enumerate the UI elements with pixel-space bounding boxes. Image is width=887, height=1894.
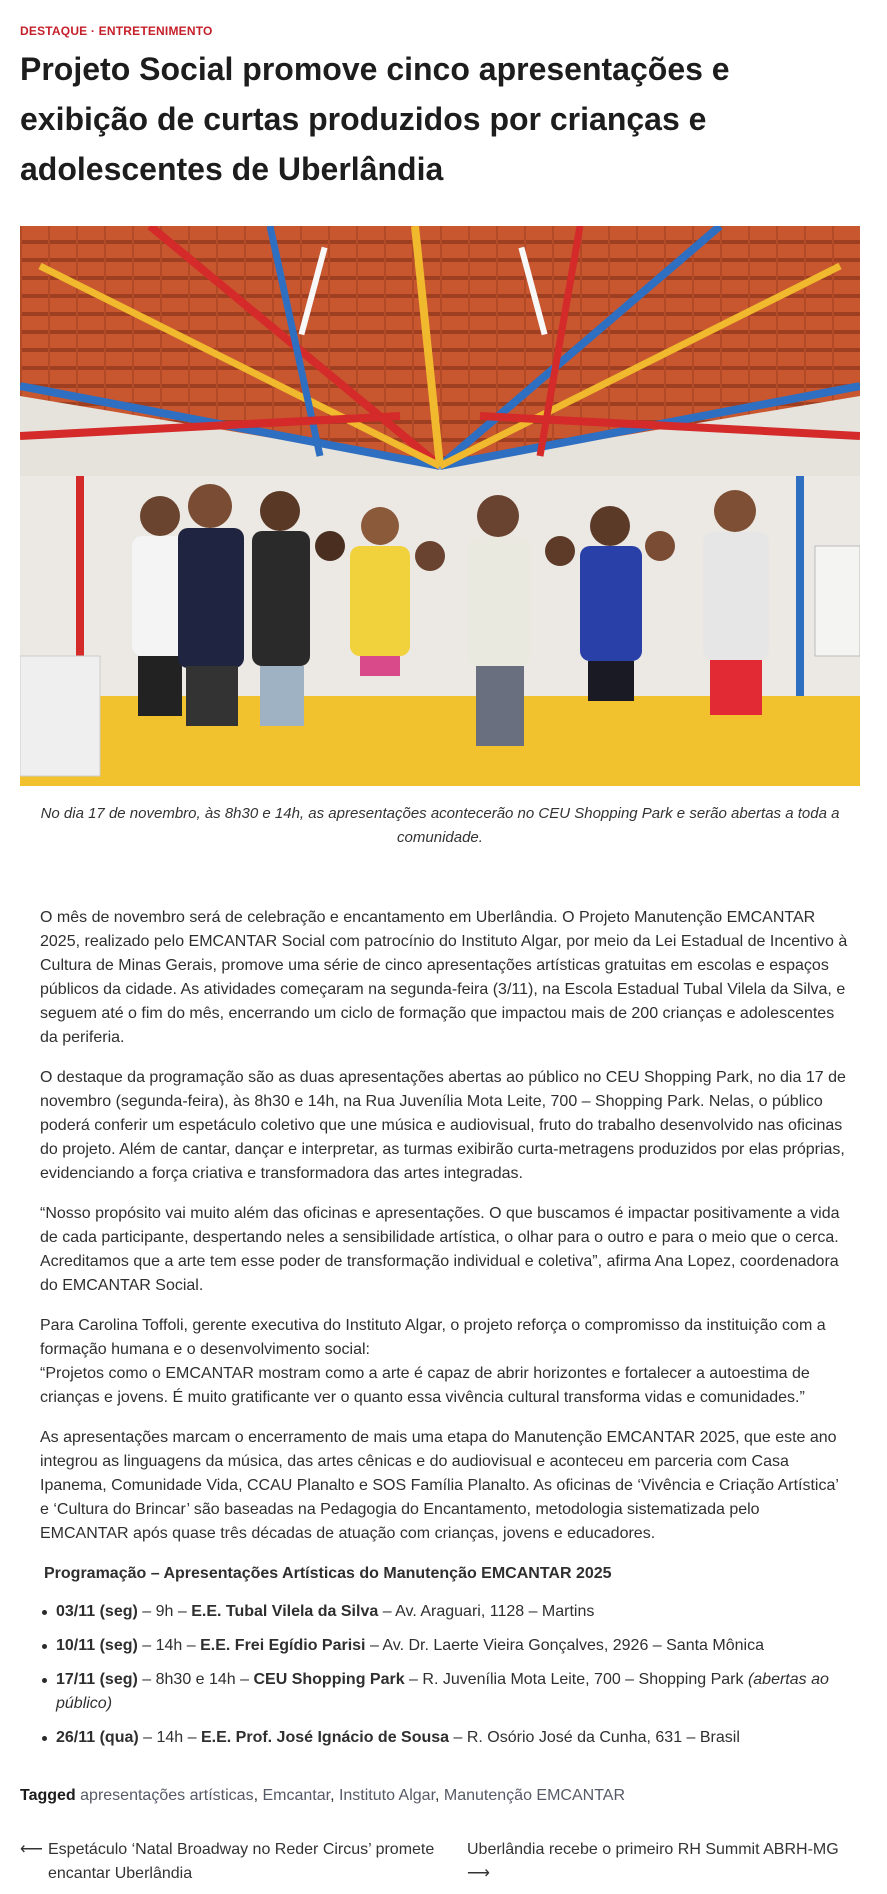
program-venue: E.E. Tubal Vilela da Silva: [191, 1603, 379, 1620]
tag-link[interactable]: Manutenção EMCANTAR: [443, 1787, 626, 1804]
next-post-title: Uberlândia recebe o primeiro RH Summit ABRH-MG: [467, 1841, 839, 1858]
paragraph-intro: Para Carolina Toffoli, gerente executiva do Instituto Algar, o projeto reforça o compromisso da instituição com a formação humana e o desenvolvimento social:: [40, 1317, 826, 1358]
program-list: [40, 1600, 850, 1750]
program-date: 10/11 (seg): [56, 1637, 138, 1654]
arrow-left-icon: ⟵: [20, 1841, 43, 1858]
arrow-right-icon: ⟶: [467, 1865, 490, 1882]
tag-link[interactable]: Emcantar: [262, 1787, 331, 1804]
program-address: – Av. Araguari, 1128 – Martins: [378, 1603, 595, 1620]
program-heading: Programação – Apresentações Artísticas do Manutenção EMCANTAR 2025: [44, 1565, 612, 1582]
program-item: [40, 1668, 850, 1716]
program-address: – Av. Dr. Laerte Vieira Gonçalves, 2926 – Santa Mônica: [365, 1637, 764, 1654]
program-time: – 14h –: [138, 1729, 201, 1746]
quote-text: “Projetos como o EMCANTAR mostram como a arte é capaz de abrir horizontes e fortalecer a autoestima de crianças e jovens. É muito gratificante ver o quanto essa vivência cultural transforma vidas e comunidades.”: [40, 1365, 810, 1406]
program-time: – 8h30 e 14h –: [137, 1671, 254, 1688]
quote-paragraph: “Nosso propósito vai muito além das oficinas e apresentações. O que buscamos é impactar positivamente a vida de cada participante, despertando neles a sensibilidade artística, o olhar para o outro e para o meio que o cerca. Acreditamos que a arte tem esse poder de transformação individual e coletiva”, afirma Ana Lopez, coordenadora do EMCANTAR Social.: [40, 1205, 840, 1294]
tag-link[interactable]: Instituto Algar: [338, 1787, 436, 1804]
program-address: – R. Juvenília Mota Leite, 700 – Shopping Park: [404, 1671, 748, 1688]
post-category[interactable]: DESTAQUE · ENTRETENIMENTO: [20, 24, 213, 38]
article-body: [40, 906, 850, 1760]
previous-post-title: Espetáculo ‘Natal Broadway no Reder Circus’ promete encantar Uberlândia: [48, 1841, 435, 1882]
program-date: 03/11 (seg): [56, 1603, 138, 1620]
photo-caption: No dia 17 de novembro, às 8h30 e 14h, as apresentações acontecerão no CEU Shopping Park e serão abertas a toda a comunidade.: [40, 805, 840, 846]
program-date: 26/11 (qua): [56, 1729, 139, 1746]
program-address: – R. Osório José da Cunha, 631 – Brasil: [449, 1729, 740, 1746]
program-item: [40, 1600, 850, 1624]
paragraph: O mês de novembro será de celebração e encantamento em Uberlândia. O Projeto Manutenção EMCANTAR 2025, realizado pelo EMCANTAR Social com patrocínio do Instituto Algar, por meio da Lei Estadual de Incentivo à Cultura de Minas Gerais, promove uma série de cinco apresentações artísticas gratuitas em escolas e espaços públicos da cidade. As atividades começaram na segunda-feira (3/11), na Escola Estadual Tubal Vilela da Silva, e seguem até o fim do mês, encerrando um ciclo de formação que impactou mais de 200 crianças e adolescentes da periferia.: [40, 909, 848, 1046]
program-note: (abertas ao público): [56, 1671, 829, 1712]
program-time: – 9h –: [137, 1603, 192, 1620]
program-venue: E.E. Prof. José Ignácio de Sousa: [200, 1729, 450, 1746]
article-title: Projeto Social promove cinco apresentações e exibição de curtas produzidos por crianças e adolescentes de Uberlândia: [20, 51, 730, 187]
program-venue: E.E. Frei Egídio Parisi: [200, 1637, 366, 1654]
next-post-link[interactable]: [467, 1838, 860, 1886]
paragraph: As apresentações marcam o encerramento de mais uma etapa do Manutenção EMCANTAR 2025, que este ano integrou as linguagens da música, das artes cênicas e do audiovisual e aconteceu em parceria com Casa Ipanema, Comunidade Vida, CCAU Planalto e SOS Família Planalto. As oficinas de ‘Vivência e Criação Artística’ e ‘Cultura do Brincar’ são baseadas na Pedagogia do Encantamento, metodologia sistematizada pelo EMCANTAR após quase três décadas de atuação com crianças, jovens e educadores.: [40, 1429, 839, 1542]
tags-row: Tagged apresentações artísticas, Emcantar, Instituto Algar, Manutenção EMCANTAR: [20, 1787, 626, 1804]
program-item: [40, 1634, 850, 1658]
featured-photo: [20, 226, 860, 786]
tags-label: Tagged: [20, 1787, 76, 1804]
program-time: – 14h –: [137, 1637, 201, 1654]
tag-link[interactable]: apresentações artísticas: [80, 1787, 254, 1804]
paragraph: O destaque da programação são as duas apresentações abertas ao público no CEU Shopping Park, no dia 17 de novembro (segunda-feira), às 8h30 e 14h, na Rua Juvenília Mota Leite, 700 – Shopping Park. Nelas, o público poderá conferir um espetáculo coletivo que une música e audiovisual, fruto do trabalho desenvolvido nas oficinas do projeto. Além de cantar, dançar e interpretar, as turmas exibirão curta-metragens produzidos por elas próprias, evidenciando a força criativa e transformadora das artes integradas.: [40, 1069, 846, 1182]
program-venue: CEU Shopping Park: [253, 1671, 405, 1688]
program-date: 17/11 (seg): [56, 1671, 138, 1688]
previous-post-link[interactable]: [20, 1838, 440, 1886]
program-item: [40, 1726, 850, 1750]
paragraph: [40, 1314, 850, 1410]
